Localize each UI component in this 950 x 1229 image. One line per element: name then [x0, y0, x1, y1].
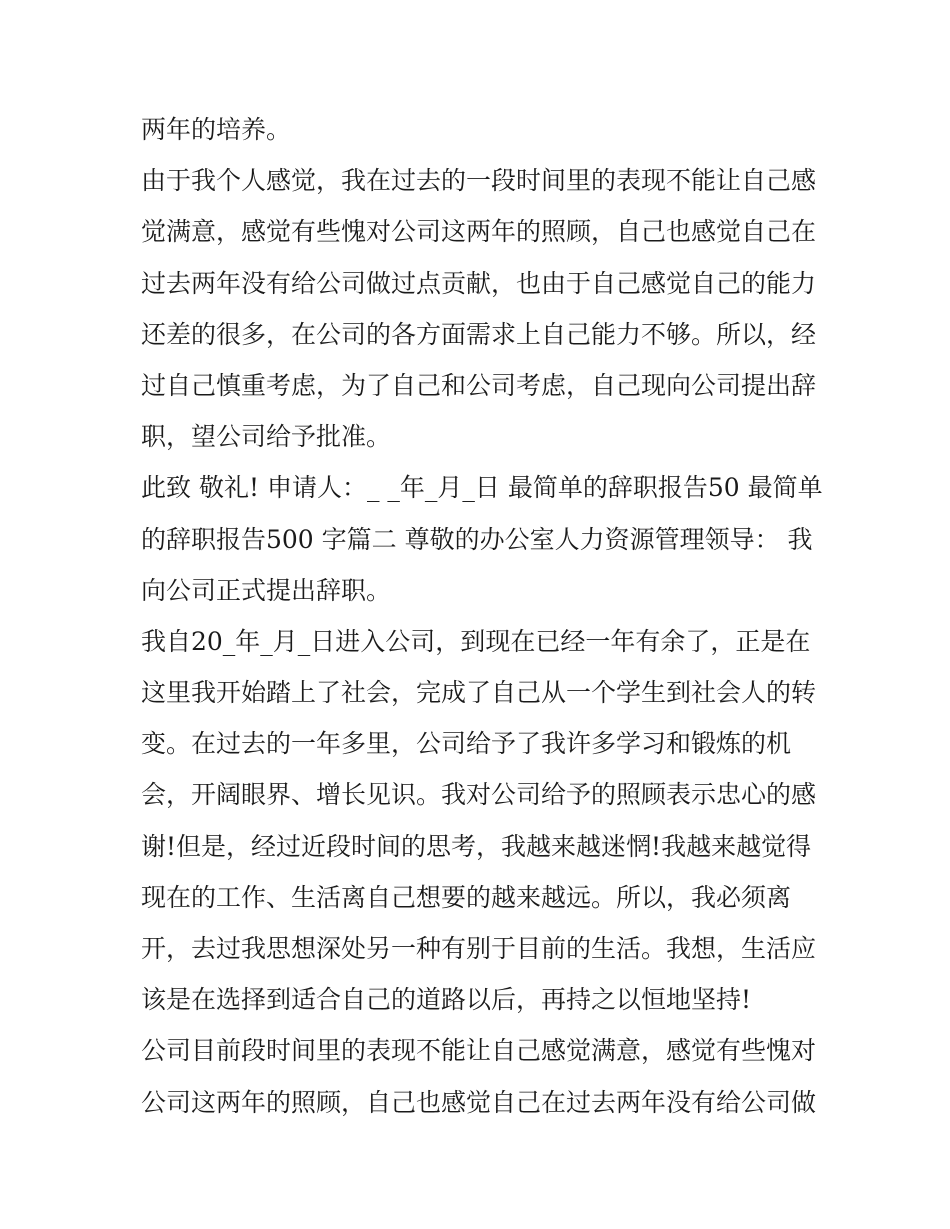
text-line: 该是在选择到适合自己的道路以后，再持之以恒地坚持!: [141, 985, 752, 1015]
text-line: 过自己慎重考虑，为了自己和公司考虑，自己现向公司提出辞: [141, 370, 817, 400]
text-line: 我自20_年_月_日进入公司，到现在已经一年有余了，正是在: [141, 626, 811, 656]
text-line: 两年的培养。: [141, 115, 292, 144]
text-line: 开，去过我思想深处另一种有别于目前的生活。我想，生活应: [141, 934, 817, 963]
text-line: 觉满意，感觉有些愧对公司这两年的照顾，自己也感觉自己在: [141, 217, 817, 247]
text-line: 公司这两年的照顾，自己也感觉自己在过去两年没有给公司做: [141, 1087, 817, 1117]
text-line: 过去两年没有给公司做过点贡献，也由于自己感觉自己的能力: [141, 268, 817, 298]
text-line: 谢!但是，经过近段时间的思考，我越来越迷惘!我越来越觉得: [141, 831, 812, 861]
text-line: 现在的工作、生活离自己想要的越来越远。所以，我必须离: [141, 882, 792, 912]
text-line: 此致 敬礼! 申请人：_ _年_月_日 最简单的辞职报告50 最简单: [141, 473, 823, 503]
text-line: 变。在过去的一年多里，公司给予了我许多学习和锻炼的机: [141, 729, 792, 759]
text-line: 还差的很多，在公司的各方面需求上自己能力不够。所以，经: [141, 319, 817, 349]
text-line: 的辞职报告500 字篇二 尊敬的办公室人力资源管理领导： 我: [141, 524, 813, 554]
text-line: 向公司正式提出辞职。: [141, 575, 392, 605]
text-line: 这里我开始踏上了社会，完成了自己从一个学生到社会人的转: [141, 678, 817, 708]
text-line: 职，望公司给予批准。: [141, 422, 392, 452]
text-line: 由于我个人感觉，我在过去的一段时间里的表现不能让自己感: [141, 166, 817, 196]
text-line: 会，开阔眼界、增长见识。我对公司给予的照顾表示忠心的感: [141, 780, 817, 810]
body-text: [141, 104, 821, 1128]
text-line: 公司目前段时间里的表现不能让自己感觉满意，感觉有些愧对: [141, 1036, 817, 1066]
